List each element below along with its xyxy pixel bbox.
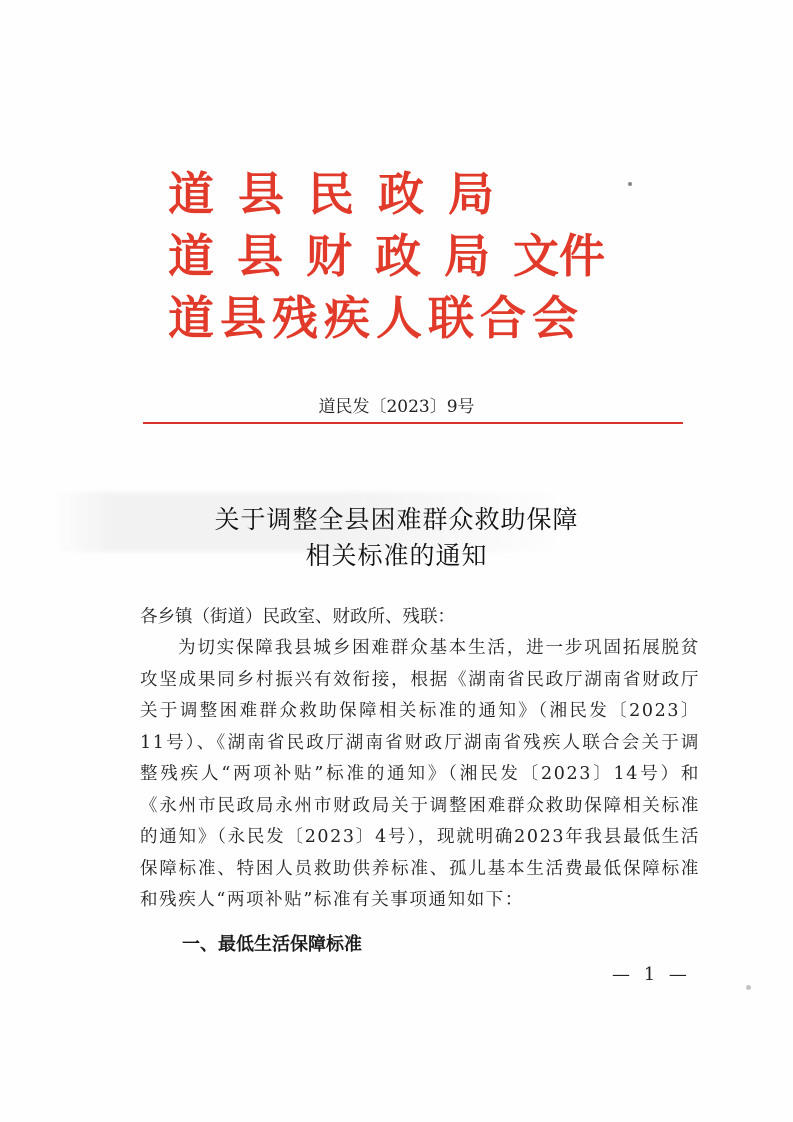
issuer-line-3: 道县残疾人联合会	[168, 291, 584, 345]
document-title-line-1: 关于调整全县困难群众救助保障	[214, 505, 579, 534]
body-paragraph: 为切实保障我县城乡困难群众基本生活，进一步巩固拓展脱贫攻坚成果同乡村振兴有效衔接，根据《湖南省民政厅湖南省财政厅关于调整困难群众救助保障相关标准的通知》（湘民发〔2023〕11号）、《湖南省民政厅湖南省财政厅湖南省残疾人联合会关于调整残疾人“两项补贴”标准的通知》（湘民发〔2023〕14号）和《永州市民政局永州市财政局关于调整困难群众救助保障相关标准的通知》（永民发〔2023〕4号），现就明确2023年我县最低生活保障标准、特困人员救助供养标准、孤儿基本生活费最低保障标准和残疾人“两项补贴”标准有关事项通知如下：	[140, 638, 700, 910]
issuer-line-2-doc-type: 文件	[513, 229, 605, 283]
document-number: 道民发〔2023〕9号	[318, 397, 475, 417]
scan-speck	[628, 182, 632, 186]
salutation: 各乡镇（街道）民政室、财政所、残联：	[140, 607, 455, 627]
red-divider-rule	[143, 422, 683, 424]
issuer-line-1: 道县民政局	[168, 167, 518, 221]
section-heading: 一、最低生活保障标准	[182, 934, 362, 955]
page-number: — 1 —	[612, 964, 691, 985]
document-title-line-2: 相关标准的通知	[305, 541, 488, 570]
issuer-line-2-main: 道县财政局	[168, 229, 513, 283]
issuer-line-2	[168, 228, 605, 284]
scan-speck	[746, 985, 751, 990]
